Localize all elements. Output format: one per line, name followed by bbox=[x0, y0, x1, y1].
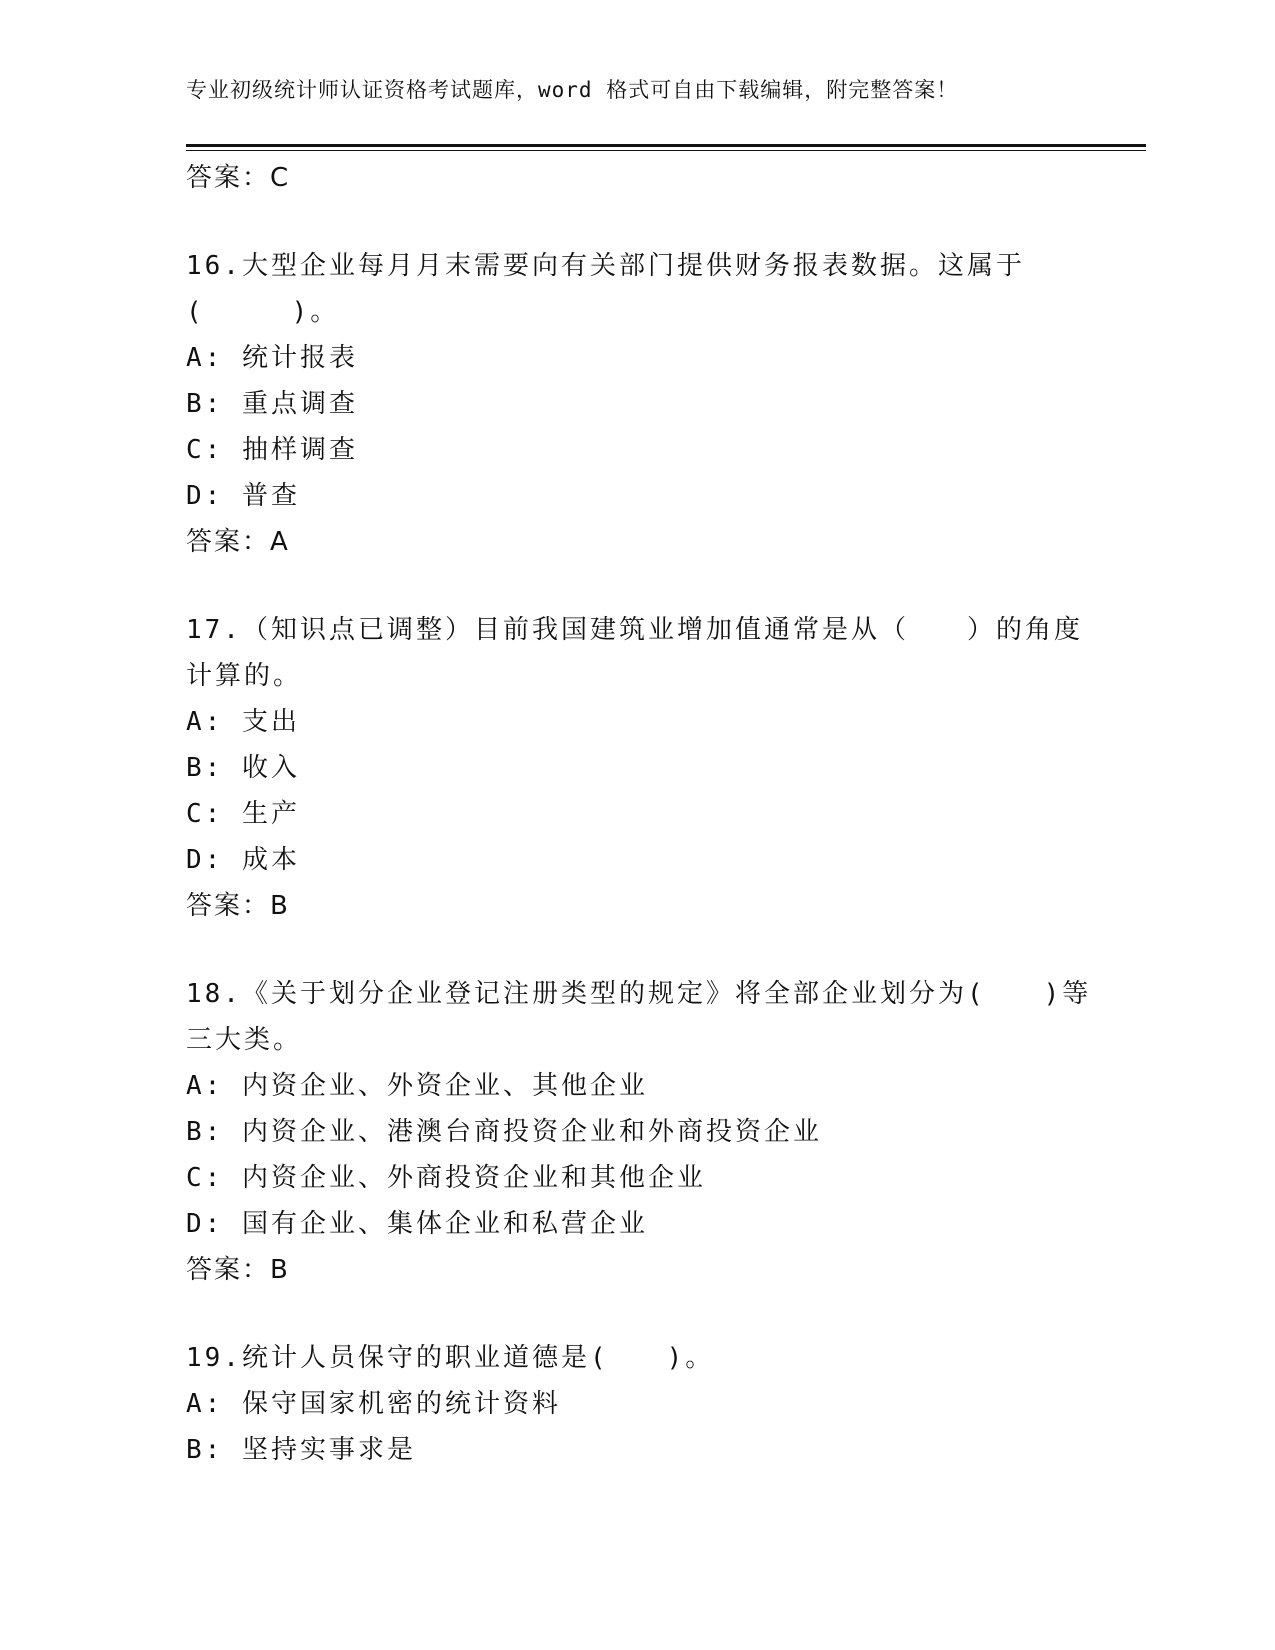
option-c: C: 生产 bbox=[186, 799, 300, 829]
option-b: B: 坚持实事求是 bbox=[186, 1435, 416, 1465]
document-body bbox=[186, 155, 1146, 1473]
option-d: D: 国有企业、集体企业和私营企业 bbox=[186, 1209, 648, 1239]
option-a: A: 保守国家机密的统计资料 bbox=[186, 1389, 561, 1419]
question-text: 17.（知识点已调整）目前我国建筑业增加值通常是从（ ）的角度 bbox=[186, 615, 1083, 645]
option-d: D: 普查 bbox=[186, 481, 300, 511]
page-header: 专业初级统计师认证资格考试题库，word 格式可自由下载编辑，附完整答案！ bbox=[186, 78, 959, 102]
option-b: B: 重点调查 bbox=[186, 389, 358, 419]
header-rule-thick bbox=[186, 144, 1146, 147]
question-19 bbox=[186, 1335, 1146, 1473]
answer-line: 答案：B bbox=[186, 1255, 290, 1285]
question-text: 16.大型企业每月月末需要向有关部门提供财务报表数据。这属于 bbox=[186, 251, 1025, 281]
question-17 bbox=[186, 607, 1146, 929]
question-16 bbox=[186, 243, 1146, 565]
option-c: C: 内资企业、外商投资企业和其他企业 bbox=[186, 1163, 706, 1193]
answer-line: 答案：C bbox=[186, 163, 291, 193]
option-a: A: 支出 bbox=[186, 707, 300, 737]
question-text: ( )。 bbox=[186, 297, 340, 327]
answer-line: 答案：A bbox=[186, 527, 290, 557]
question-text: 三大类。 bbox=[186, 1025, 303, 1055]
question-text: 19.统计人员保守的职业道德是( )。 bbox=[186, 1343, 715, 1373]
option-a: A: 内资企业、外资企业、其他企业 bbox=[186, 1071, 648, 1101]
option-a: A: 统计报表 bbox=[186, 343, 358, 373]
option-b: B: 收入 bbox=[186, 753, 300, 783]
question-text: 18.《关于划分企业登记注册类型的规定》将全部企业划分为( )等 bbox=[186, 979, 1092, 1009]
question-text: 计算的。 bbox=[186, 661, 303, 691]
option-d: D: 成本 bbox=[186, 845, 300, 875]
question-18 bbox=[186, 971, 1146, 1293]
answer-line: 答案：B bbox=[186, 891, 290, 921]
option-b: B: 内资企业、港澳台商投资企业和外商投资企业 bbox=[186, 1117, 822, 1147]
header-rule-thin bbox=[186, 150, 1146, 151]
option-c: C: 抽样调查 bbox=[186, 435, 358, 465]
